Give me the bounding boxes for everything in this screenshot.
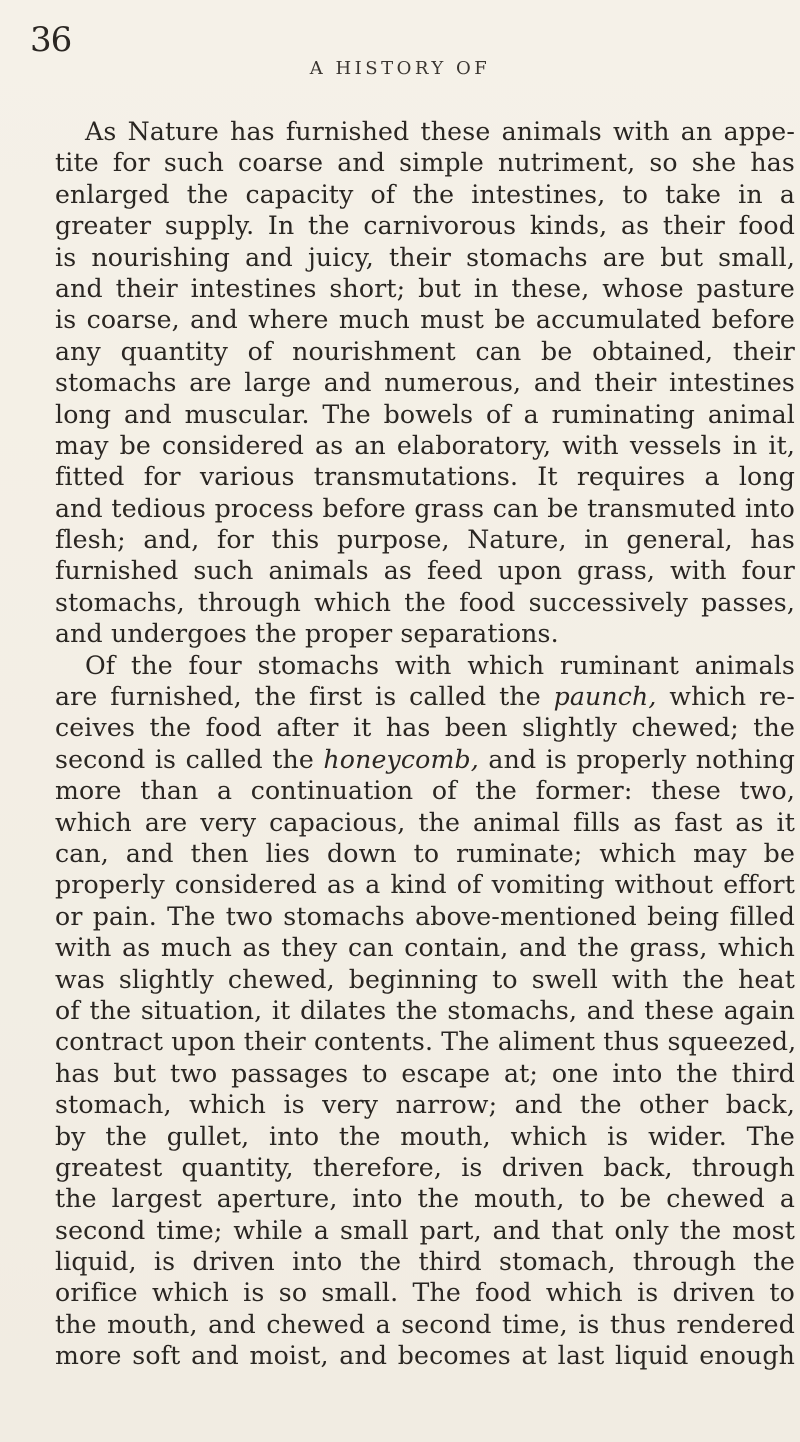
text-line: greatest quantity, therefore, is driven back, through xyxy=(55,1152,795,1182)
text-line: stomachs, through which the food successively passes, xyxy=(55,587,795,617)
text-line: the largest aperture, into the mouth, to be chewed a xyxy=(55,1184,795,1214)
text-line: more than a continuation of the former: these two, xyxy=(55,776,795,806)
running-head: A HISTORY OF xyxy=(309,58,491,79)
text-line: by the gullet, into the mouth, which is wider. The xyxy=(55,1121,795,1151)
text-line: stomachs are large and numerous, and their intestines xyxy=(55,368,795,398)
text-line: and undergoes the proper separations. xyxy=(55,619,559,649)
text-line: stomach, which is very narrow; and the other back, xyxy=(55,1090,795,1120)
text-line: has but two passages to escape at; one into the third xyxy=(55,1058,795,1088)
text-run: second is called the xyxy=(55,744,324,774)
text-line: can, and then lies down to ruminate; which may be xyxy=(55,838,795,868)
text-line: with as much as they can contain, and the grass, which xyxy=(55,933,795,963)
text-line: and their intestines short; but in these, whose pasture xyxy=(55,273,795,303)
text-line xyxy=(55,681,795,712)
text-line: may be considered as an elaboratory, with vessels in it, xyxy=(55,430,795,460)
text-line: As Nature has furnished these animals with an appe- xyxy=(85,117,795,146)
text-line: is coarse, and where much must be accumulated before xyxy=(55,305,795,335)
text-line: tite for such coarse and simple nutriment, so she has xyxy=(55,148,795,178)
text-line: second time; while a small part, and that only the most xyxy=(55,1215,795,1245)
text-line: orifice which is so small. The food which is driven to xyxy=(55,1278,795,1308)
text-line: which are very capacious, the animal fills as fast as it xyxy=(55,807,795,837)
text-line: the mouth, and chewed a second time, is thus rendered xyxy=(55,1309,795,1339)
text-line: any quantity of nourishment can be obtained, their xyxy=(55,336,795,366)
text-run: are furnished, the first is called the xyxy=(55,682,554,712)
text-line: ceives the food after it has been slightly chewed; the xyxy=(55,713,795,743)
text-line: and tedious process before grass can be transmuted into xyxy=(55,493,795,523)
text-line: liquid, is driven into the third stomach, through the xyxy=(55,1247,795,1277)
text-line: was slightly chewed, beginning to swell with the heat xyxy=(55,964,795,994)
text-line: fitted for various transmutations. It requires a long xyxy=(55,462,795,492)
text-line: or pain. The two stomachs above-mentioned being filled xyxy=(55,901,795,931)
text-line: more soft and moist, and becomes at last liquid enough xyxy=(55,1341,795,1371)
text-run: and is properly nothing xyxy=(478,744,795,774)
page-number: 36 xyxy=(30,20,72,60)
term-honeycomb: honeycomb, xyxy=(323,744,479,774)
term-paunch: paunch, xyxy=(553,682,657,712)
text-line: of the situation, it dilates the stomachs, and these again xyxy=(55,995,795,1025)
text-line: properly considered as a kind of vomiting without effort xyxy=(55,870,795,900)
text-run: which re- xyxy=(656,682,795,712)
text-line: long and muscular. The bowels of a ruminating animal xyxy=(55,399,795,429)
body-text xyxy=(55,116,795,1372)
text-line xyxy=(55,744,795,775)
text-line: Of the four stomachs with which ruminant animals xyxy=(85,650,795,680)
text-line: flesh; and, for this purpose, Nature, in general, has xyxy=(55,525,795,555)
text-line: greater supply. In the carnivorous kinds, as their food xyxy=(55,211,795,241)
text-line: furnished such animals as feed upon grass, with four xyxy=(55,556,795,586)
text-line: enlarged the capacity of the intestines, to take in a xyxy=(55,179,795,209)
text-line: contract upon their contents. The aliment thus squeezed, xyxy=(55,1027,797,1057)
text-line: is nourishing and juicy, their stomachs are but small, xyxy=(55,242,795,272)
